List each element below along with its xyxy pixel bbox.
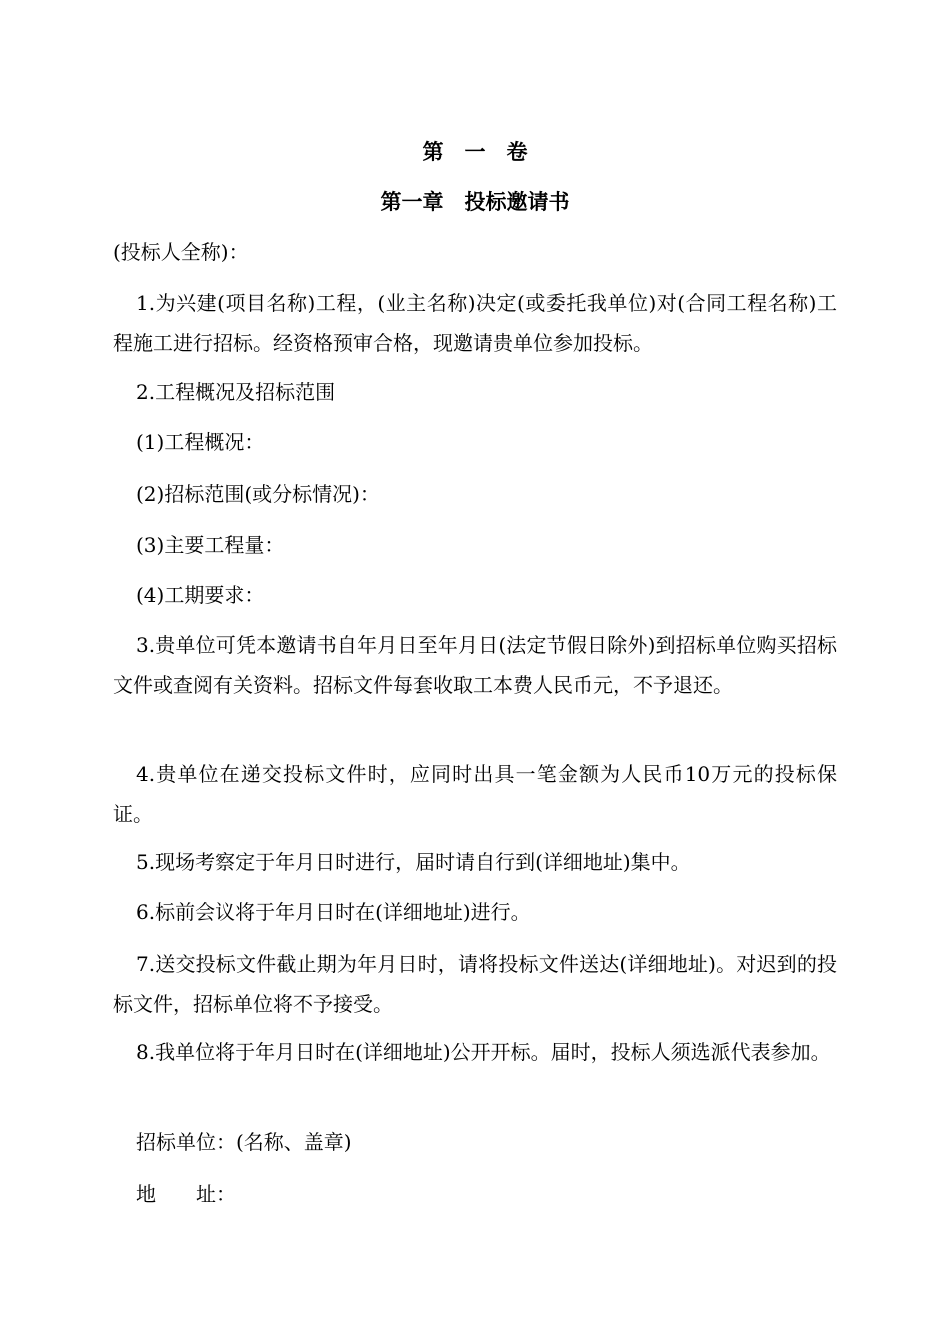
address-line: 地 址： xyxy=(136,1182,236,1206)
paragraph-2-3: (3)主要工程量： xyxy=(136,533,285,557)
paragraph-3: 3.贵单位可凭本邀请书自年月日至年月日(法定节假日除外)到招标单位购买招标文件或查阅有关资料。招标文件每套收取工本费人民币元，不予退还。 xyxy=(113,633,837,697)
paragraph-7: 7.送交投标文件截止期为年月日时，请将投标文件送达(详细地址)。对迟到的投标文件，招标单位将不予接受。 xyxy=(113,952,837,1016)
volume-title: 第 一 卷 xyxy=(422,139,528,164)
chapter-title: 第一章 投标邀请书 xyxy=(380,189,570,214)
paragraph-4: 4.贵单位在递交投标文件时，应同时出具一笔金额为人民币10万元的投标保证。 xyxy=(113,762,837,826)
paragraph-5: 5.现场考察定于年月日时进行，届时请自行到(详细地址)集中。 xyxy=(136,850,691,874)
paragraph-2: 2.工程概况及招标范围 xyxy=(136,380,336,404)
paragraph-2-2: (2)招标范围(或分标情况)： xyxy=(136,482,380,506)
issuer-line: 招标单位：(名称、盖章) xyxy=(136,1130,352,1154)
paragraph-1: 1.为兴建(项目名称)工程，(业主名称)决定(或委托我单位)对(合同工程名称)工程施工进行招标。经资格预审合格，现邀请贵单位参加投标。 xyxy=(113,291,837,355)
paragraph-6: 6.标前会议将于年月日时在(详细地址)进行。 xyxy=(136,900,531,924)
paragraph-2-4: (4)工期要求： xyxy=(136,583,265,607)
paragraph-2-1: (1)工程概况： xyxy=(136,430,265,454)
paragraph-8: 8.我单位将于年月日时在(详细地址)公开开标。届时，投标人须选派代表参加。 xyxy=(136,1040,831,1064)
salutation: (投标人全称)： xyxy=(113,240,249,264)
